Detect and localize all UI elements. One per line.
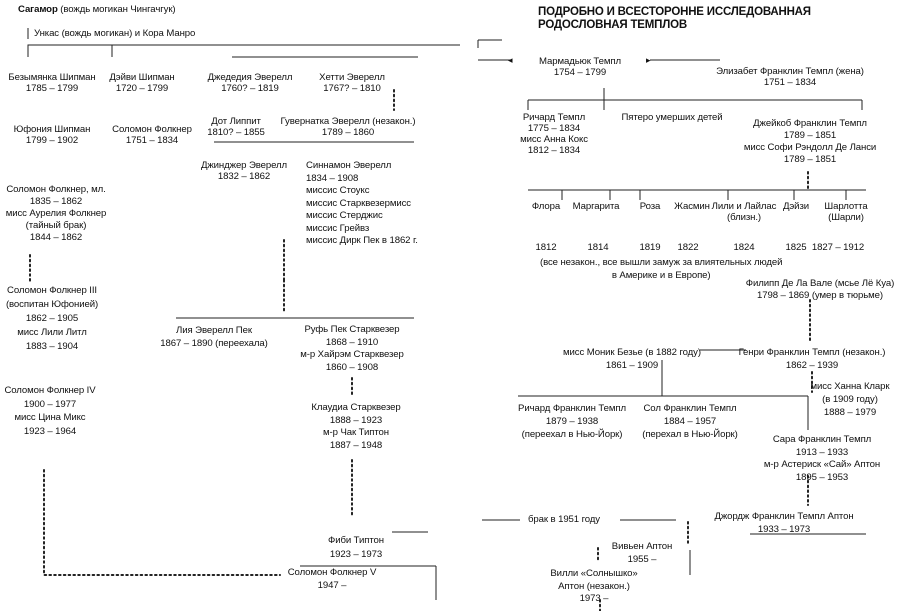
person-richard: Ричард Темпл 1775 – 1834 мисс Анна Кокс 1812 – 1834 bbox=[520, 112, 588, 156]
person-claudia: Клаудиа Старквезер 1888 – 1923 м-р Чак Типтон 1887 – 1948 bbox=[311, 402, 401, 451]
person-bezymyanka: Безымянка Шипман 1785 – 1799 bbox=[8, 72, 96, 94]
daughter-year: 1824 bbox=[733, 242, 755, 253]
person-unkas: Ункас (вождь могикан) и Кора Манро bbox=[34, 28, 196, 39]
daughter-year: 1822 bbox=[677, 242, 699, 253]
daughter-year: 1825 bbox=[785, 242, 807, 253]
person-dot: Дот Липпит 1810? – 1855 bbox=[207, 116, 265, 138]
person-euphonia: Юфония Шипман 1799 – 1902 bbox=[13, 124, 91, 146]
arrow-right-icon: ▸ bbox=[646, 55, 651, 65]
daughter-name: Роза bbox=[639, 201, 661, 212]
daughter-year: 1819 bbox=[639, 242, 661, 253]
person-solomon3: Соломон Фолкнер III (воспитан Юфонией) 1862 – 1905 мисс Лили Литл 1883 – 1904 bbox=[5, 285, 99, 352]
daughter-name: Шарлотта (Шарли) bbox=[824, 201, 868, 223]
person-vivian: Вивьен Аптон 1955 – bbox=[611, 541, 673, 565]
person-hetty: Хетти Эверелл 1767? – 1810 bbox=[319, 72, 385, 94]
person-solomon5: Соломон Фолкнер V 1947 – bbox=[287, 567, 377, 591]
daughter-name: Дэйзи bbox=[782, 201, 810, 212]
person-sara: Сара Франклин Темпл 1913 – 1933 м-р Астериск «Сай» Аптон 1895 – 1953 bbox=[763, 434, 881, 483]
person-elizabeth: Элизабет Франклин Темпл (жена) 1751 – 1834 bbox=[716, 66, 864, 88]
person-solomon4: Соломон Фолкнер IV 1900 – 1977 мисс Цина Микс 1923 – 1964 bbox=[4, 385, 96, 437]
marriage-1951: брак в 1951 году bbox=[528, 514, 601, 525]
person-hannah: мисс Ханна Кларк (в 1909 году) 1888 – 1979 bbox=[810, 381, 890, 418]
person-governess: Гувернатка Эверелл (незакон.) 1789 – 1860 bbox=[280, 116, 416, 138]
person-solomon1: Соломон Фолкнер 1751 – 1834 bbox=[112, 124, 192, 146]
person-liya: Лия Эверелл Пек 1867 – 1890 (переехала) bbox=[160, 325, 268, 349]
arrow-left-icon: ◂ bbox=[508, 55, 513, 65]
daughter-name: Маргарита bbox=[572, 201, 620, 212]
sagamor-name: Сагамор bbox=[18, 4, 58, 15]
person-willie: Вилли «Солнышко» Аптон (незакон.) 1973 – bbox=[550, 568, 638, 604]
daughter-year: 1827 – 1912 bbox=[811, 242, 865, 253]
person-phoebe: Фиби Типтон 1923 – 1973 bbox=[328, 535, 384, 560]
five-children: Пятеро умерших детей bbox=[621, 112, 723, 123]
person-monique: мисс Моник Безье (в 1882 году) 1861 – 1909 bbox=[563, 347, 701, 371]
daughter-year: 1814 bbox=[587, 242, 609, 253]
person-george: Джордж Франклин Темпл Аптон 1933 – 1973 bbox=[714, 511, 854, 535]
person-sagamor bbox=[18, 4, 176, 15]
person-sol-franklin: Сол Франклин Темпл 1884 – 1957 (перехал в Нью-Йорк) bbox=[642, 403, 738, 440]
daughters-note: (все незакон., все вышли замуж за влиятельных людей в Америке и в Европе) bbox=[540, 257, 783, 281]
daughter-name: Лили и Лайлас (близн.) bbox=[711, 201, 777, 223]
person-ginger: Джинджер Эверелл 1832 – 1862 bbox=[200, 160, 288, 182]
person-jedediah: Джедедия Эверелл 1760? – 1819 bbox=[207, 72, 293, 94]
person-marmaduke: Мармадьюк Темпл 1754 – 1799 bbox=[539, 56, 621, 78]
page-title: ПОДРОБНО И ВСЕСТОРОННЕ ИССЛЕДОВАННАЯ РОДОСЛОВНАЯ ТЕМПЛОВ bbox=[538, 6, 811, 31]
person-davy: Дэйви Шипман 1720 – 1799 bbox=[109, 72, 175, 94]
daughter-year: 1812 bbox=[535, 242, 557, 253]
person-cinnamon: Синнамон Эверелл 1834 – 1908 миссис Стоукс миссис Старквезермисс миссис Стерджис миссис Грейвз миссис Дирк Пек в 1862 г. bbox=[306, 160, 418, 246]
person-ruth: Руфь Пек Старквезер 1868 – 1910 м-р Хайрэм Старквезер 1860 – 1908 bbox=[300, 324, 404, 373]
person-solomon2: Соломон Фолкнер, мл. 1835 – 1862 мисс Аурелия Фолкнер (тайный брак) 1844 – 1862 bbox=[5, 184, 107, 243]
person-jacob: Джейкоб Франклин Темпл 1789 – 1851 мисс Софи Рэндолл Де Ланси 1789 – 1851 bbox=[743, 118, 877, 165]
person-philip: Филипп Де Ла Вале (мсье Лё Куа) 1798 – 1869 (умер в тюрьме) bbox=[745, 278, 895, 301]
daughter-name: Флора bbox=[531, 201, 561, 212]
daughter-name: Жасмин bbox=[674, 201, 710, 212]
person-henry: Генри Франклин Темпл (незакон.) 1862 – 1939 bbox=[738, 347, 886, 371]
person-richard-franklin: Ричард Франклин Темпл 1879 – 1938 (переехал в Нью-Йорк) bbox=[518, 403, 626, 440]
sagamor-note: (вождь могикан Чингачгук) bbox=[57, 4, 176, 15]
